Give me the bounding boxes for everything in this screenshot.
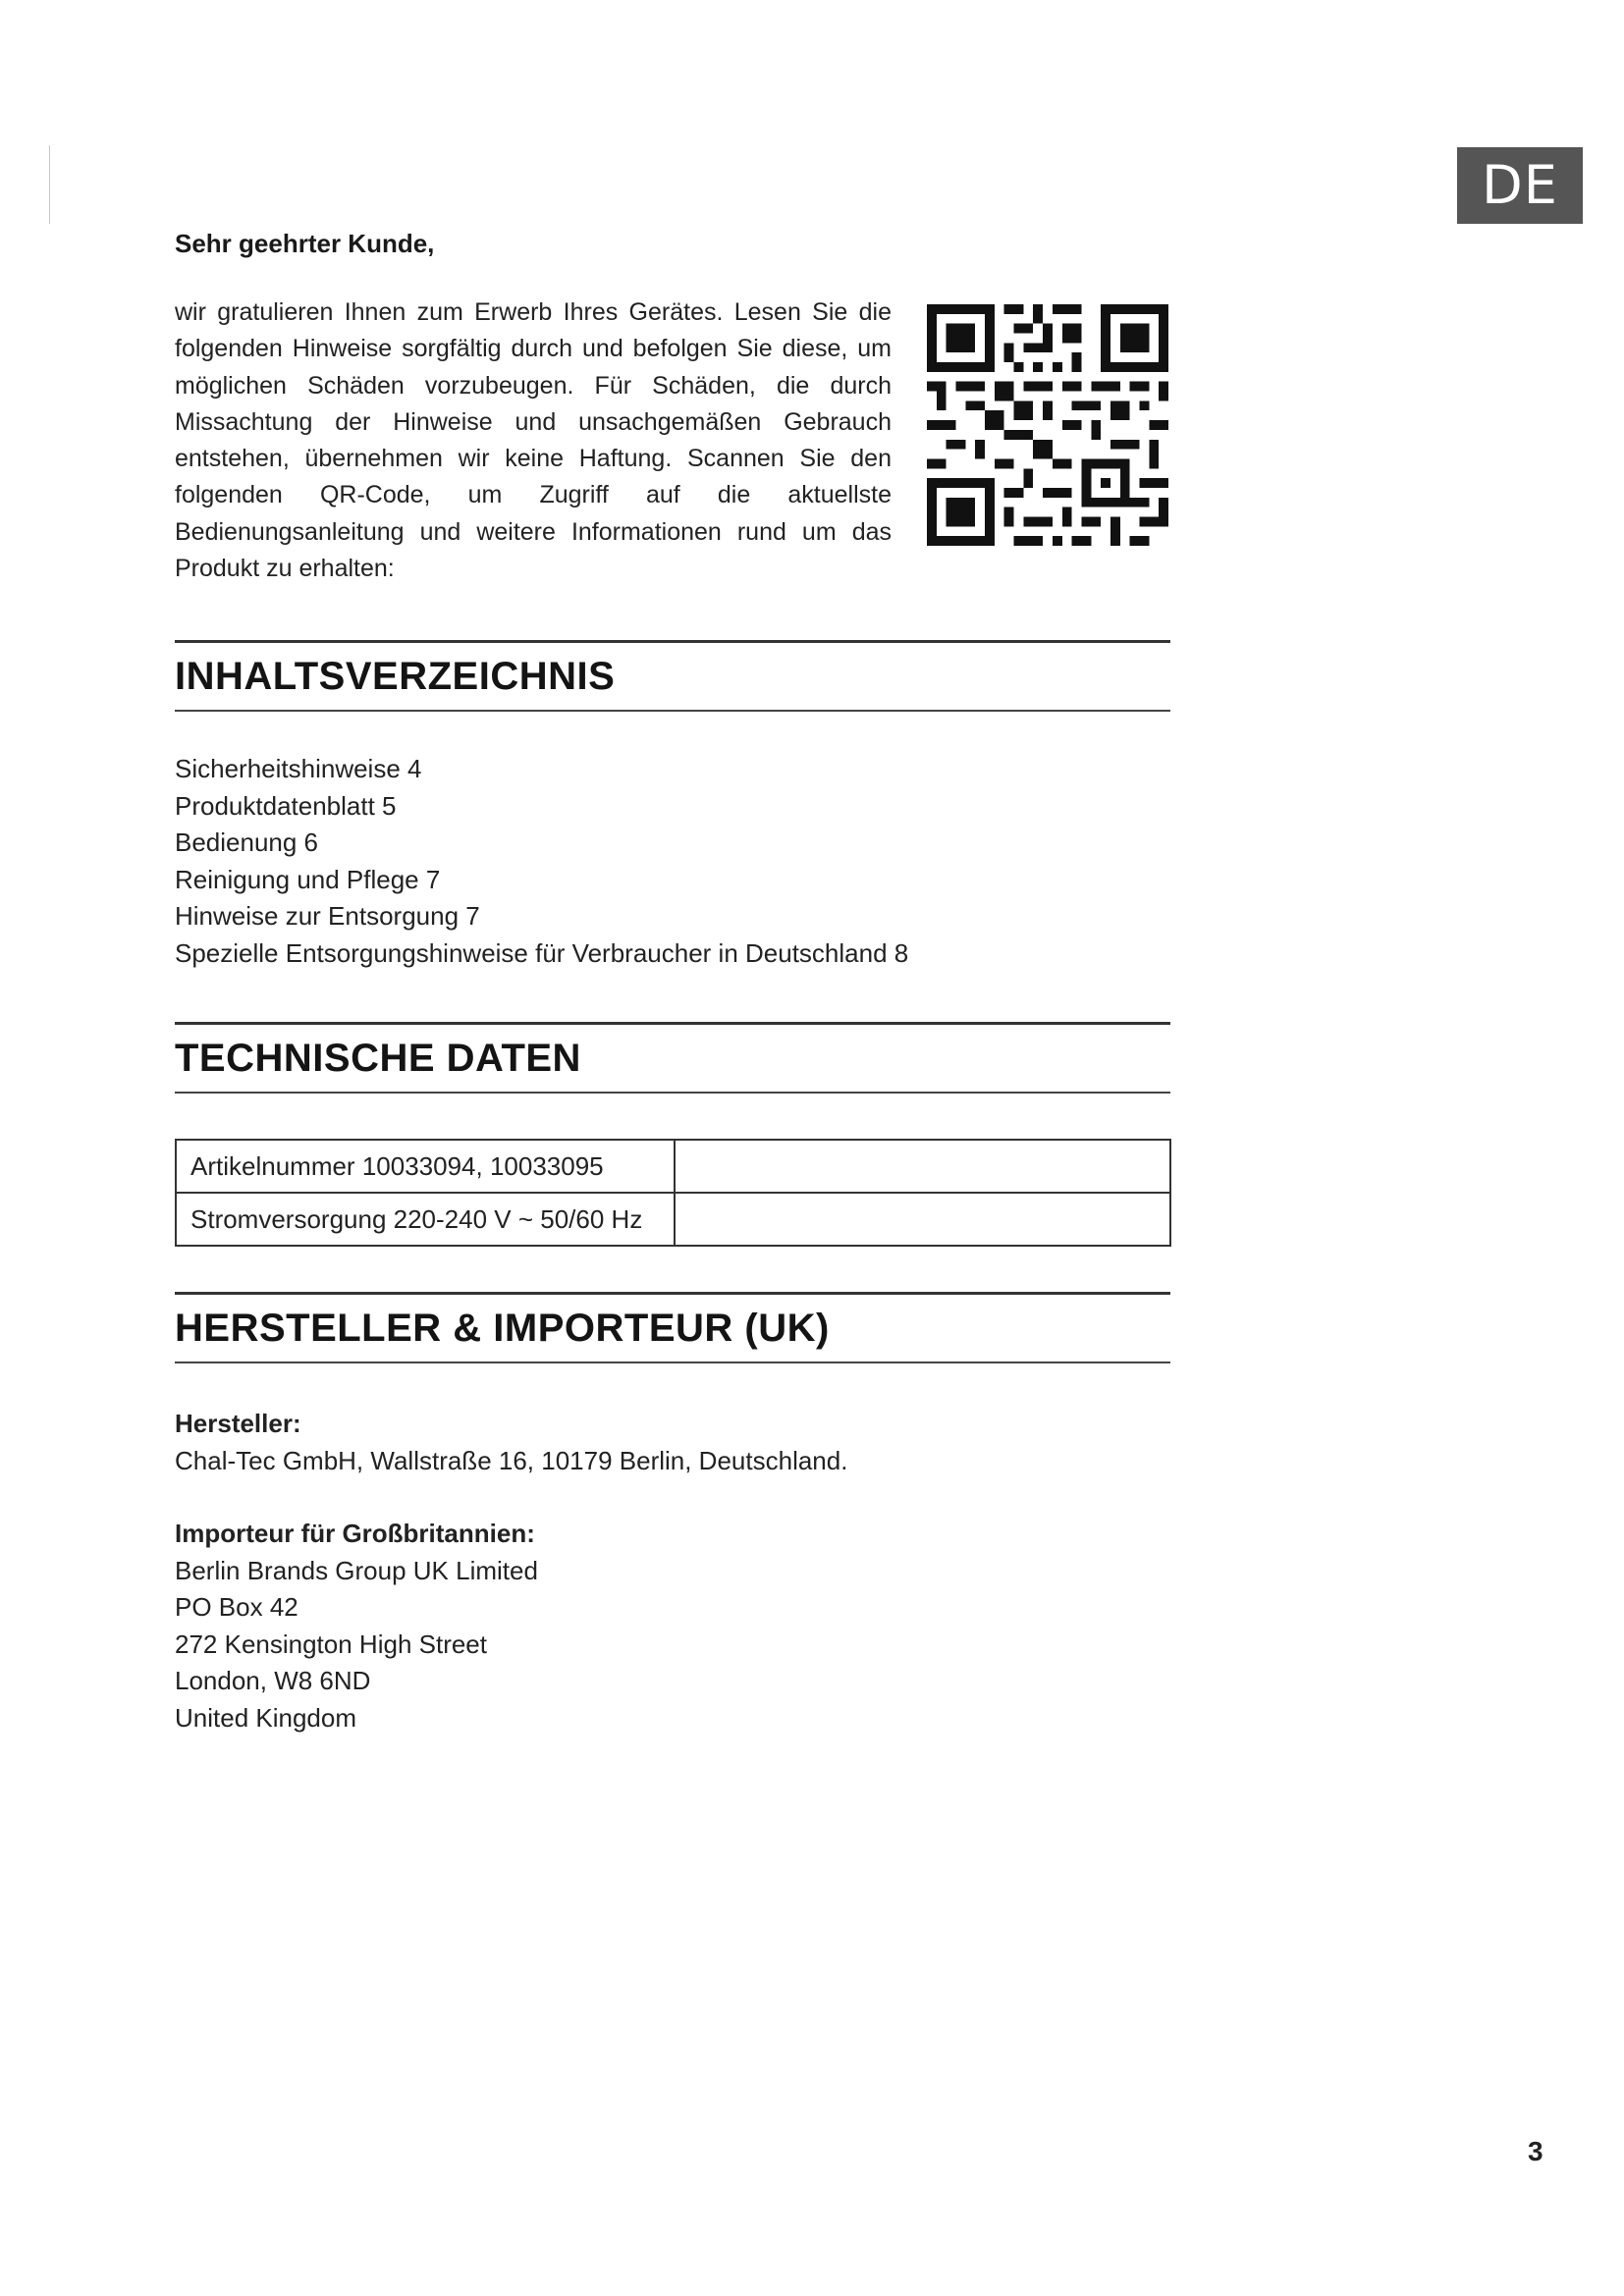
toc-item[interactable]: Bedienung 6 bbox=[175, 828, 319, 857]
importer-address-line: United Kingdom bbox=[175, 1702, 356, 1733]
importer-address-line: PO Box 42 bbox=[175, 1592, 298, 1622]
manufacturer-section-header bbox=[175, 1292, 1170, 1363]
spec-cell-left: Stromversorgung 220-240 V ~ 50/60 Hz bbox=[176, 1193, 675, 1246]
importer-address-line: 272 Kensington High Street bbox=[175, 1629, 487, 1659]
section-rule-bottom bbox=[175, 1362, 1170, 1363]
table-row bbox=[176, 1193, 1170, 1246]
manufacturer-block bbox=[175, 1406, 847, 1479]
section-rule-bottom bbox=[175, 710, 1170, 712]
spec-table bbox=[175, 1139, 1171, 1247]
qr-code-icon[interactable] bbox=[927, 304, 1168, 546]
section-rule-bottom bbox=[175, 1092, 1170, 1094]
importer-block bbox=[175, 1516, 538, 1736]
toc-item[interactable]: Hinweise zur Entsorgung 7 bbox=[175, 901, 480, 931]
importer-label: Importeur für Großbritannien: bbox=[175, 1519, 535, 1548]
greeting: Sehr geehrter Kunde, bbox=[175, 229, 435, 258]
toc-item[interactable]: Spezielle Entsorgungshinweise für Verbraucher in Deutschland 8 bbox=[175, 937, 909, 968]
tech-section-header bbox=[175, 1022, 1170, 1094]
hersteller-label: Hersteller: bbox=[175, 1409, 301, 1438]
spec-cell-right bbox=[675, 1193, 1170, 1246]
tech-title: TECHNISCHE DATEN bbox=[175, 1037, 581, 1080]
table-row bbox=[176, 1140, 1170, 1193]
toc-item[interactable]: Reinigung und Pflege 7 bbox=[175, 864, 441, 894]
toc-item[interactable]: Produktdatenblatt 5 bbox=[175, 790, 397, 821]
manufacturer-title: HERSTELLER & IMPORTEUR (UK) bbox=[175, 1307, 830, 1350]
intro-paragraph: wir gratulieren Ihnen zum Erwerb Ihres Gerätes. Lesen Sie die folgenden Hinweise sorgfältig durch und befolgen Sie diese, um möglichen Schäden vorzubeugen. Für Schäden, die durch Missachtung der Hinweise und unsachgemäßen Gebrauch entstehen, übernehmen wir keine Haftung. Scannen Sie den folgenden QR-Code, um Zugriff auf die aktuellste Bedienungsanleitung und weitere Informationen rund um das Produkt zu erhalten: bbox=[175, 298, 892, 583]
table-of-contents bbox=[175, 751, 908, 972]
language-badge: DE bbox=[1457, 147, 1583, 224]
hersteller-address: Chal-Tec GmbH, Wallstraße 16, 10179 Berlin, Deutschland. bbox=[175, 1445, 848, 1475]
importer-address-line: Berlin Brands Group UK Limited bbox=[175, 1555, 538, 1585]
toc-section-header bbox=[175, 640, 1170, 712]
toc-item[interactable]: Sicherheitshinweise 4 bbox=[175, 754, 422, 783]
spec-cell-right bbox=[675, 1140, 1170, 1193]
page-number: 3 bbox=[1528, 2136, 1543, 2166]
importer-address-line: London, W8 6ND bbox=[175, 1666, 371, 1695]
margin-line bbox=[49, 145, 50, 224]
toc-title: INHALTSVERZEICHNIS bbox=[175, 655, 616, 698]
spec-cell-left: Artikelnummer 10033094, 10033095 bbox=[176, 1140, 675, 1193]
